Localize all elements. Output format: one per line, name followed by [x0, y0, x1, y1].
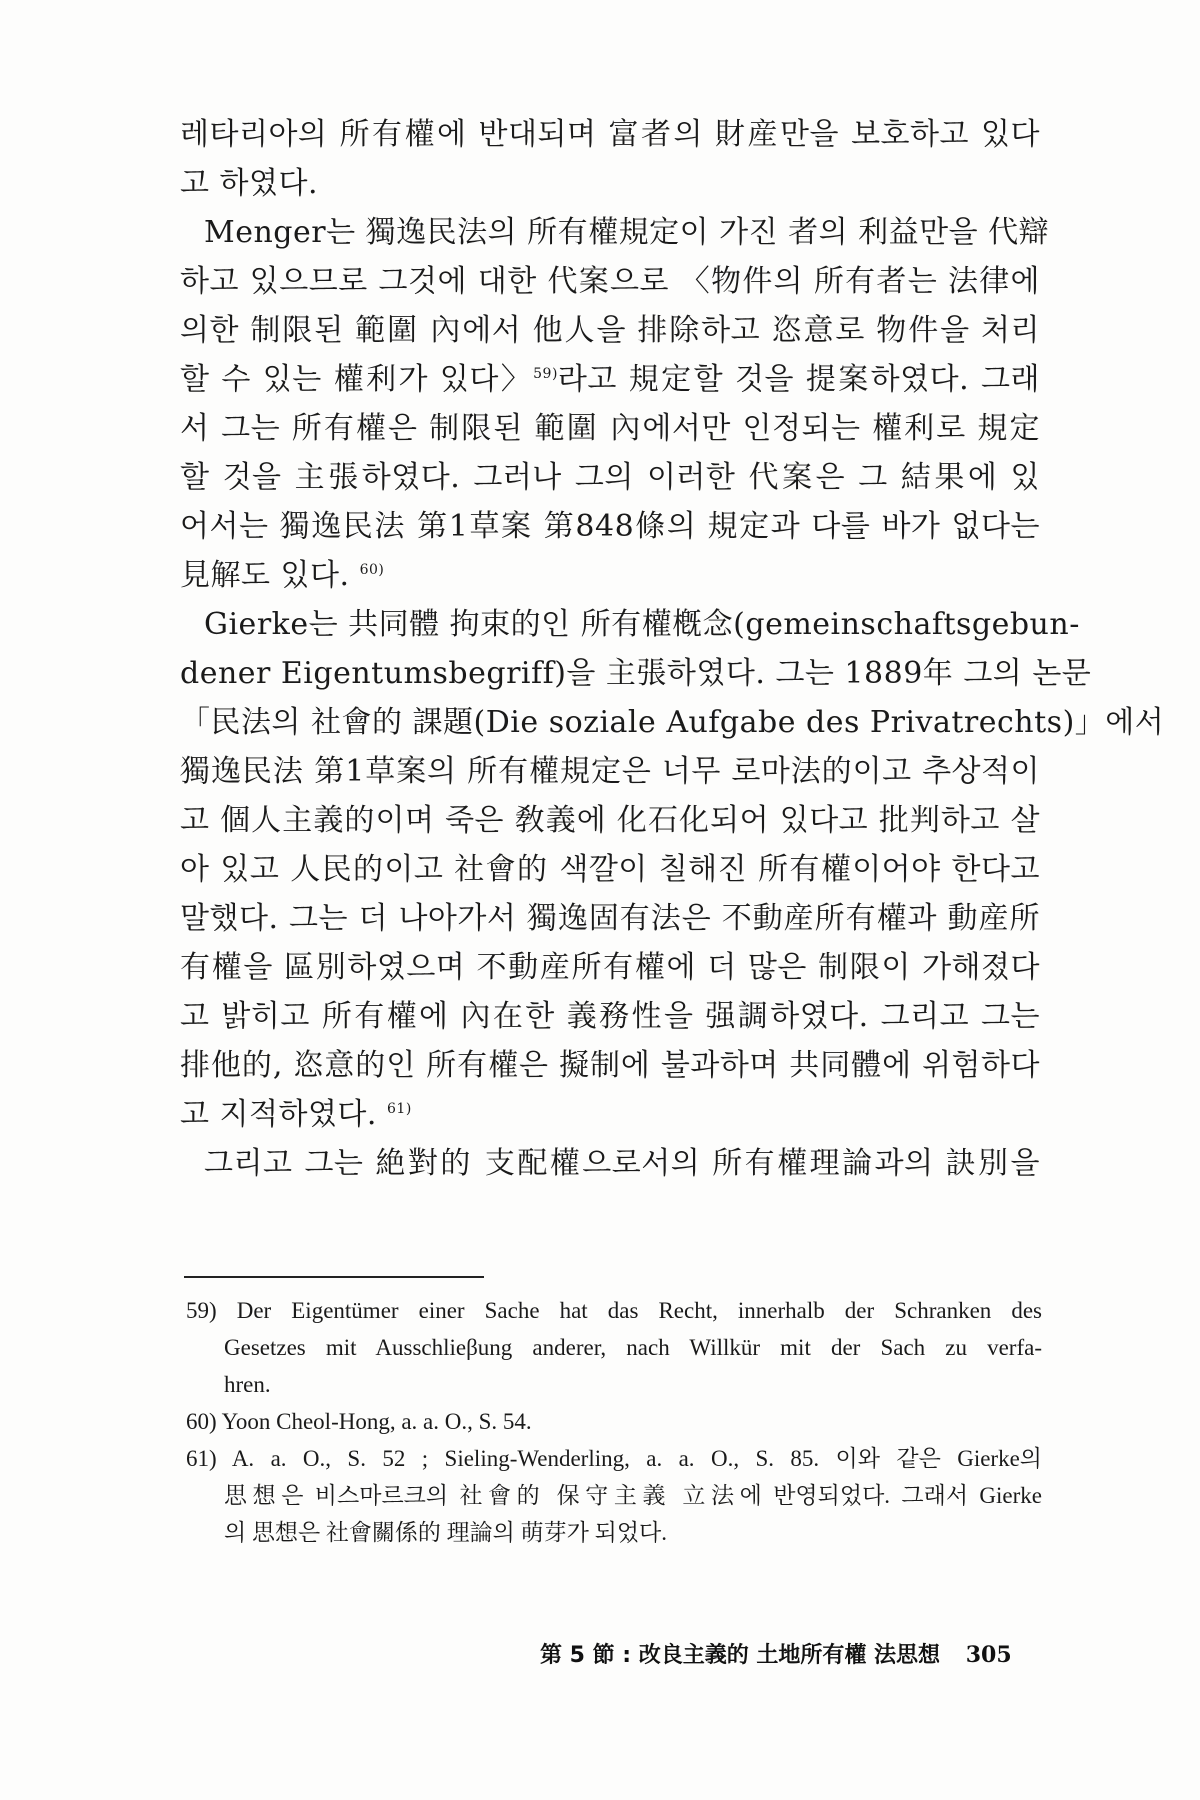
- text-line: [180, 355, 1040, 404]
- text-line: 排他的, 恣意的인 所有權은 擬制에 불과하며 共同體에 위험하다: [180, 1048, 1040, 1083]
- text-line: dener Eigentumsbegriff)을 主張하였다. 그는 1889年 그의 논문: [180, 656, 1092, 691]
- footnote-61-cont: 의 思想은 社會關係的 理論의 萌芽가 되었다.: [224, 1520, 668, 1545]
- text-line: 하고 있으므로 그것에 대한 代案으로 〈物件의 所有者는 法律에: [180, 264, 1040, 299]
- footnote-59-cont: Gesetzes mit Ausschlieβung anderer, nach Willkür mit der Sach zu verfa-: [224, 1335, 1042, 1360]
- running-footer: [540, 1640, 1040, 1671]
- footnote-60: [186, 1403, 1042, 1440]
- text-segment: 할 수 있는 權利가 있다〉: [180, 362, 534, 397]
- text-line: 고 個人主義的이며 죽은 敎義에 化石化되어 있다고 批判하고 살: [180, 803, 1040, 838]
- text-line: 아 있고 人民的이고 社會的 색깔이 칠해진 所有權이어야 한다고: [180, 852, 1040, 887]
- footnote-61: [186, 1440, 1042, 1477]
- text-line: 서 그는 所有權은 制限된 範圍 內에서만 인정되는 權利로 規定: [180, 411, 1040, 446]
- text-line: 「民法의 社會的 課題(Die soziale Aufgabe des Privatrechts)」에서: [180, 705, 1165, 740]
- text-line: [180, 551, 1040, 600]
- text-line: 할 것을 主張하였다. 그러나 그의 이러한 代案은 그 結果에 있: [180, 460, 1040, 495]
- text-line: Menger는 獨逸民法의 所有權規定이 가진 者의 利益만을 代辯: [204, 215, 1050, 250]
- text-line: 의한 制限된 範圍 內에서 他人을 排除하고 恣意로 物件을 처리: [180, 313, 1040, 348]
- footnote-61-cont: 思想은 비스마르크의 社會的 保守主義 立法에 반영되었다. 그래서 Gierke: [224, 1483, 1042, 1508]
- footnote-marker: 59): [533, 366, 558, 382]
- text-line: 고 밝히고 所有權에 內在한 義務性을 强調하였다. 그리고 그는: [180, 999, 1040, 1034]
- body-text: [180, 110, 1165, 1188]
- text-line: 그리고 그는 絶對的 支配權으로서의 所有權理論과의 訣別을: [204, 1146, 1040, 1181]
- footnote-separator: [184, 1276, 484, 1278]
- footnote-text: Der Eigentümer einer Sache hat das Recht, innerhalb der Schranken des: [236, 1298, 1043, 1323]
- text-line: 말했다. 그는 더 나아가서 獨逸固有法은 不動産所有權과 動産所: [180, 901, 1040, 936]
- footnote-marker: 61): [387, 1101, 412, 1117]
- footnote-text: Yoon Cheol-Hong, a. a. O., S. 54.: [221, 1409, 532, 1434]
- footnote-number: 60): [186, 1409, 217, 1434]
- footnote-number: 59): [186, 1298, 217, 1323]
- footnotes: [186, 1292, 1042, 1551]
- text-line: Gierke는 共同體 拘束的인 所有權槪念(gemeinschaftsgebun-: [204, 607, 1080, 642]
- text-segment: 見解도 있다.: [180, 558, 350, 593]
- text-line: 獨逸民法 第1草案의 所有權規定은 너무 로마法的이고 추상적이: [180, 754, 1040, 789]
- footnote-number: 61): [186, 1446, 217, 1471]
- footnote-text: A. a. O., S. 52 ; Sieling-Wenderling, a. a. O., S. 85. 이와 같은 Gierke의: [231, 1446, 1043, 1471]
- text-line: 어서는 獨逸民法 第1草案 第848條의 規定과 다를 바가 없다는: [180, 509, 1040, 544]
- page-number: 305: [965, 1642, 1012, 1668]
- text-segment: 고 지적하였다.: [180, 1097, 377, 1132]
- footnote-59: [186, 1292, 1042, 1329]
- section-title: 第 5 節 : 改良主義的 土地所有權 法思想: [540, 1643, 941, 1668]
- footnote-59-cont: hren.: [224, 1372, 271, 1397]
- footnote-marker: 60): [359, 562, 385, 578]
- text-line: 고 하였다.: [180, 166, 318, 201]
- text-line: 有權을 區別하였으며 不動産所有權에 더 많은 制限이 가해졌다: [180, 950, 1040, 985]
- text-line: 레타리아의 所有權에 반대되며 富者의 財産만을 보호하고 있다: [180, 117, 1040, 152]
- text-line: [180, 1090, 1040, 1139]
- text-segment: 라고 規定할 것을 提案하였다. 그래: [557, 362, 1040, 397]
